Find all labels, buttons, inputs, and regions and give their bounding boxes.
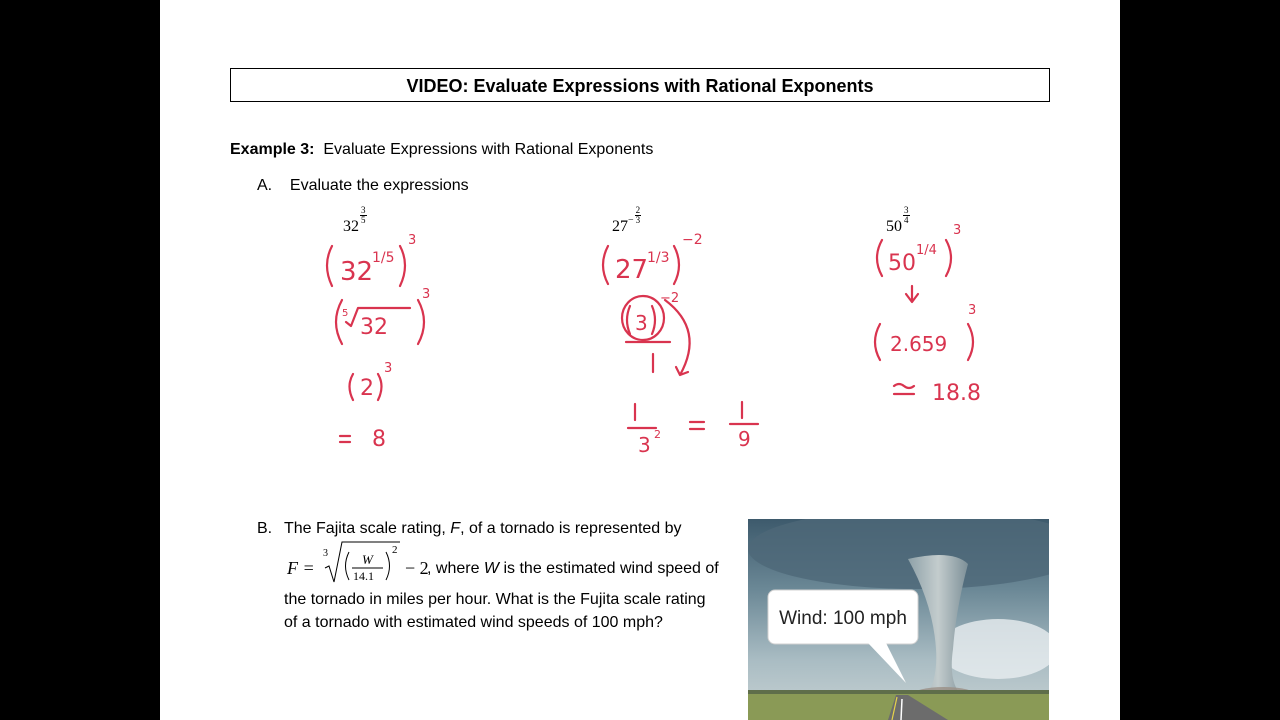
part-b-marker: B. [257, 520, 273, 537]
formula-denominator: 14.1 [353, 569, 374, 583]
variable-w: W [483, 560, 500, 577]
svg-text:3: 3 [635, 311, 648, 335]
handwritten-column-1 [327, 233, 430, 452]
photo-callout-text: Wind: 100 mph [779, 608, 907, 629]
svg-text:3: 3 [408, 233, 417, 248]
handwritten-column-3 [875, 223, 981, 406]
part-b-line-1 [284, 520, 682, 538]
svg-text:32: 32 [360, 315, 388, 340]
handwritten-work [160, 0, 1120, 500]
tornado-photo [748, 519, 1049, 720]
formula-tail: − 2 [405, 558, 429, 578]
expression-2-base: 27 [612, 218, 628, 235]
svg-text:2: 2 [654, 428, 661, 441]
expression-1-num: 3 [361, 205, 366, 215]
handwritten-column-2 [603, 232, 758, 457]
svg-text:32: 32 [340, 257, 374, 287]
example-label: Example 3: [230, 141, 315, 158]
formula-exponent: 2 [392, 544, 398, 556]
expression-2-sign: − [628, 215, 634, 226]
svg-text:8: 8 [372, 427, 386, 452]
formula-right-paren [386, 552, 390, 580]
part-b-line-3: the tornado in miles per hour. What is the Fujita scale rating [284, 591, 706, 608]
part-b-line-1-end: , of a tornado is represented by [460, 520, 682, 537]
tornado-illustration [748, 519, 1049, 720]
svg-text:5: 5 [342, 308, 349, 319]
part-b-line-2-text [427, 560, 719, 578]
part-b-line-1-start: The Fajita scale rating, [284, 520, 451, 537]
part-b-line-2-end: is the estimated wind speed of [499, 560, 719, 577]
svg-text:3: 3 [384, 361, 393, 376]
part-a-marker: A. [257, 177, 273, 194]
expression-2-den: 3 [635, 215, 641, 225]
part-b-line-4: of a tornado with estimated wind speeds of 100 mph? [284, 614, 663, 631]
svg-text:50: 50 [888, 251, 916, 276]
svg-text:18.8: 18.8 [932, 381, 981, 406]
svg-text:3: 3 [638, 433, 651, 457]
part-b-line-2-where: , where [427, 560, 484, 577]
svg-text:3: 3 [953, 223, 962, 238]
svg-text:2: 2 [360, 376, 374, 401]
video-title: VIDEO: Evaluate Expressions with Rational Exponents [230, 68, 1050, 102]
expression-3-den: 4 [904, 215, 909, 225]
expression-3-num: 3 [904, 205, 909, 215]
formula-numerator: W [362, 552, 373, 567]
formula-lhs: F = [287, 558, 315, 578]
svg-text:2.659: 2.659 [890, 332, 948, 356]
svg-text:−2: −2 [682, 232, 703, 248]
document-page [160, 0, 1120, 720]
part-a-text: Evaluate the expressions [289, 177, 469, 194]
expression-2-num: 2 [635, 205, 641, 215]
svg-text:−2: −2 [660, 291, 680, 306]
expression-1-base: 32 [343, 218, 359, 235]
expression-1-den: 5 [361, 215, 366, 225]
svg-text:9: 9 [738, 427, 751, 451]
formula-left-paren [346, 552, 350, 580]
svg-text:1/3: 1/3 [647, 250, 670, 266]
variable-f: F [450, 520, 461, 537]
expression-3-base: 50 [886, 218, 902, 235]
example-text: Evaluate Expressions with Rational Exponents [323, 141, 654, 158]
svg-text:3: 3 [968, 303, 977, 318]
formula-root-index: 3 [323, 548, 328, 559]
svg-text:1/5: 1/5 [372, 250, 395, 266]
svg-text:3: 3 [422, 287, 431, 302]
svg-text:1/4: 1/4 [916, 243, 937, 258]
svg-text:27: 27 [615, 255, 649, 285]
